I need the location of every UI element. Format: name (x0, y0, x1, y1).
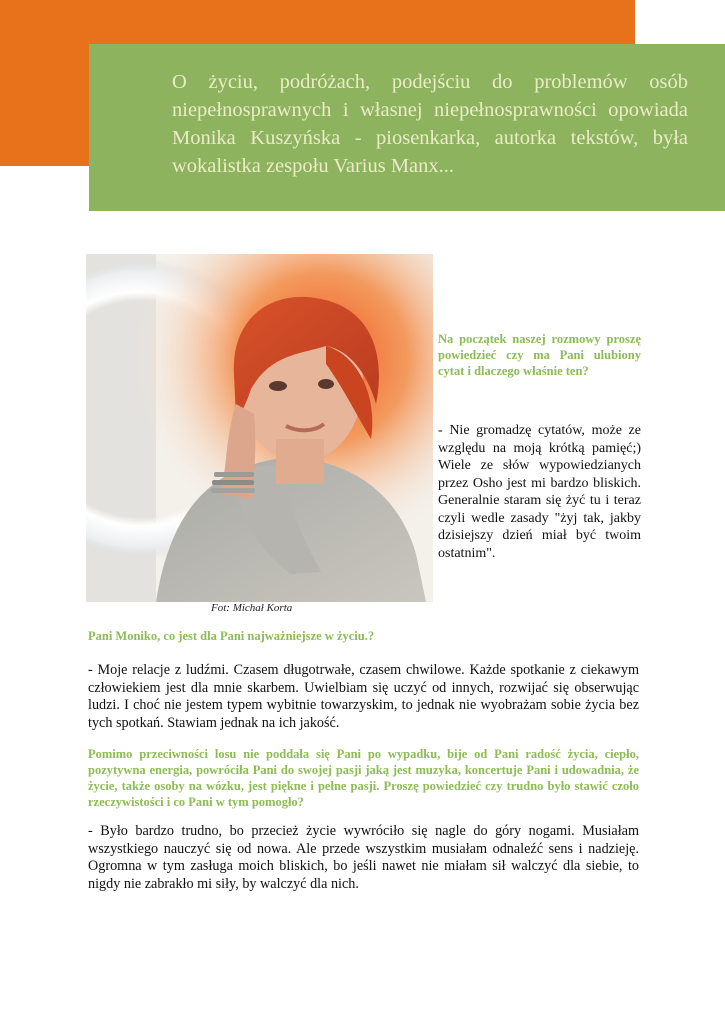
answer-2: - Moje relacje z ludźmi. Czasem długotrwałe, czasem chwilowe. Każde spotkanie z ciekawym człowiekiem jest dla mnie skarbem. Uwielbiam się uczyć od innych, rozwijać się obserwując ludzi. I choć nie jestem typem wybitnie towarzyskim, to jednak nie wyobrażam sobie życia bez tych spotkań. Stawiam jednak na ich jakość. (88, 662, 639, 731)
answer-1: - Nie gromadzę cytatów, może ze względu na moją krótką pamięć;) Wiele ze słów wypowiedzianych przez Osho jest mi bardzo bliskich. Generalnie staram się żyć tu i teraz czyli wedle zasady "żyj tak, jakby dzisiejszy dzień miał być twoim ostatnim". (438, 423, 641, 561)
answer-3: - Było bardzo trudno, bo przecież życie wywróciło się nagle do góry nogami. Musiałam wszystkiego nauczyć się od nowa. Ale przede wszystkim musiałam odnaleźć sens i nadzieję. Ogromna w tym zasługa moich bliskich, bo jeśli nawet nie miałam sił walczyć dla siebie, to nigdy nie zabrakło mi siły, by walczyć dla nich. (88, 823, 639, 892)
portrait-illustration (86, 254, 433, 602)
portrait-photo (86, 254, 433, 602)
question-3: Pomimo przeciwności losu nie poddała się Pani po wypadku, bije od Pani radość życia, ciepło, pozytywna energia, powróciła Pani do swojej pasji jaką jest muzyka, koncertuje Pani i udowadnia, że życie, także osoby na wózku, jest piękne i pełne pasji. Proszę powiedzieć czy trudno było stawić czoło rzeczywistości i co Pani w tym pomogło? (88, 747, 639, 809)
photo-caption: Fot: Michał Korta (211, 602, 293, 614)
question-2: Pani Moniko, co jest dla Pani najważniejsze w życiu.? (88, 629, 375, 643)
question-1: Na początek naszej rozmowy proszę powiedzieć czy ma Pani ulubiony cytat i dlaczego właśnie ten? (438, 332, 641, 378)
banner-title: O życiu, podróżach, podejściu do problemów osób niepełnosprawnych i własnej niepełnosprawności opowiada Monika Kuszyńska - piosenkarka, autorka tekstów, była wokalistka zespołu Varius Manx... (172, 71, 688, 177)
